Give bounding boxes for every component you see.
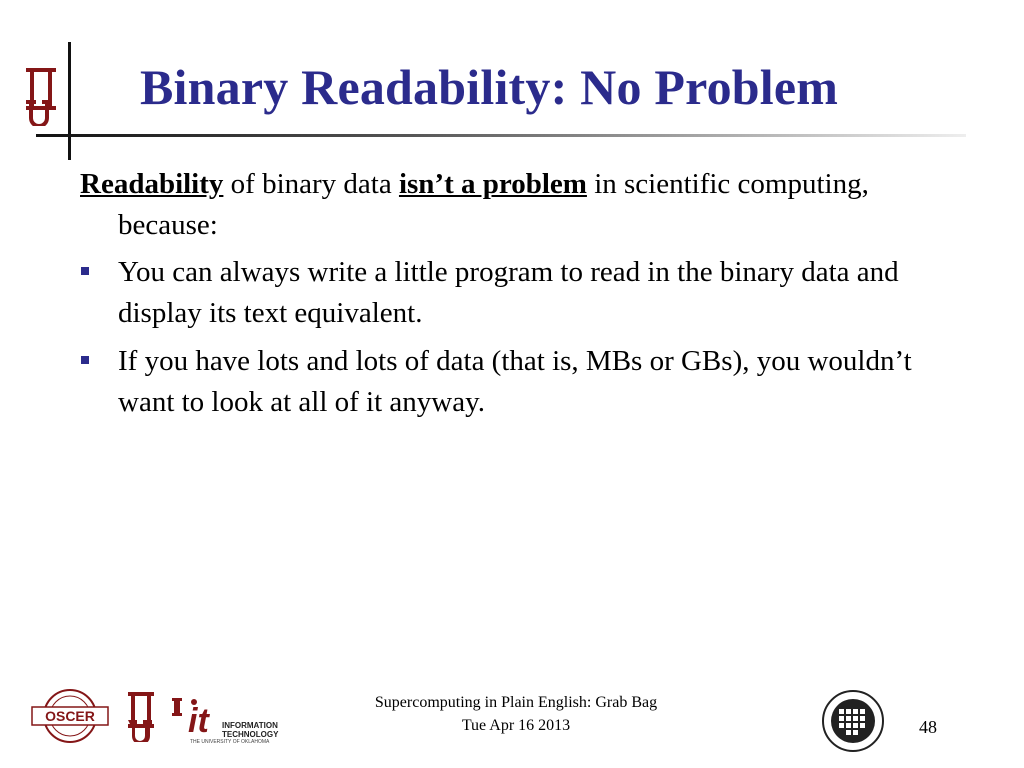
slide-title: Binary Readability: No Problem — [140, 59, 839, 115]
it-logo-label-1: INFORMATION — [222, 721, 278, 730]
slide-body — [80, 164, 950, 430]
intro-text-2: in scientific computing, because: — [118, 168, 869, 241]
square-bullet-icon — [81, 267, 89, 275]
footer-caption — [300, 691, 732, 737]
list-item — [80, 252, 950, 334]
it-logo-label-2: TECHNOLOGY — [222, 730, 279, 739]
header-horizontal-rule — [36, 134, 966, 137]
ou-logo-icon — [122, 690, 162, 742]
oscer-logo-icon — [24, 688, 116, 744]
square-bullet-icon — [81, 356, 89, 364]
list-item — [80, 341, 950, 423]
footer-course-title: Supercomputing in Plain English: Grab Bag — [374, 694, 658, 711]
intro-emphasis: isn’t a problem — [398, 168, 587, 200]
header-vertical-rule — [68, 42, 71, 160]
footer-date: Tue Apr 16 2013 — [461, 717, 571, 734]
intro-term: Readability — [80, 168, 224, 200]
intro-text-1: of binary data — [223, 168, 399, 200]
bullet-text: If you have lots and lots of data (that is, MBs or GBs), you wouldn’t want to look at all of it anyway. — [118, 345, 912, 418]
oscer-logo-text: OSCER — [45, 708, 95, 724]
it-logo-icon — [170, 692, 288, 744]
ou-logo-icon — [18, 64, 64, 126]
supercomputing-logo-icon — [818, 689, 888, 753]
it-logo-text: it — [188, 702, 209, 740]
bullet-list — [80, 252, 950, 423]
intro-paragraph — [80, 164, 950, 246]
page-number: 48 — [919, 717, 937, 737]
it-logo-label-3: THE UNIVERSITY OF OKLAHOMA — [190, 739, 270, 744]
bullet-text: You can always write a little program to read in the binary data and display its text equivalent. — [118, 256, 899, 329]
